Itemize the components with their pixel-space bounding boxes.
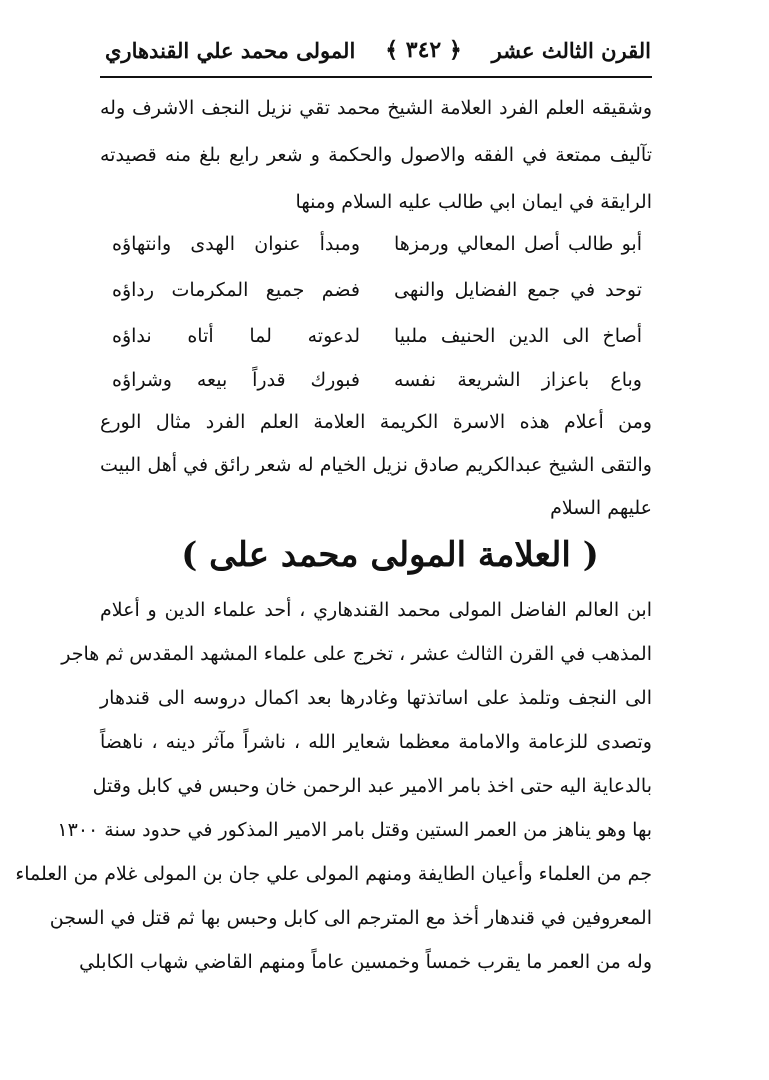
section-title: ( العلامة المولى محمد على )	[181, 535, 599, 575]
running-header	[105, 28, 651, 72]
poem-verse	[112, 224, 642, 264]
paragraph-line: الى النجف وتلمذ على اساتذتها وغادرها بعد اكمال دروسه الى قندهار	[100, 687, 652, 709]
paragraph-line: والتقى الشيخ عبدالكريم صادق نزيل الخيام له شعر رائق في أهل البيت	[100, 454, 652, 476]
header-century-title: القرن الثالث عشر	[491, 37, 651, 63]
paragraph-line: بالدعاية اليه حتى اخذ بامر الامير عبد الرحمن خان وحبس في كابل وقتل	[92, 775, 652, 797]
header-biography-title: المولى محمد علي القندهاري	[105, 37, 356, 63]
page-number: ﴿ ٣٤٢ ﴾	[385, 37, 462, 63]
paragraph-line: عليهم السلام	[550, 497, 652, 519]
paragraph-line: وتصدى للزعامة والامامة معظما شعاير الله ، ناشراً مآثر دينه ، ناهضاً	[100, 731, 652, 753]
paragraph-line: وشقيقه العلم الفرد العلامة الشيخ محمد تقي نزيل النجف الاشرف وله	[100, 97, 652, 119]
header-rule	[100, 76, 652, 78]
verse-second-hemistich: ومبدأ عنوان الهدى وانتهاؤه	[112, 233, 360, 255]
paragraph-line: تآليف ممتعة في الفقه والاصول والحكمة و شعر رايع بلغ منه قصيدته	[100, 144, 652, 166]
paragraph-line: جم من العلماء وأعيان الطايفة ومنهم المولى علي جان بن المولى غلام من العلماء	[15, 863, 652, 885]
poem-verse	[112, 316, 642, 356]
verse-first-hemistich: وباع باعزاز الشريعة نفسه	[394, 369, 642, 391]
paragraph-line: المذهب في القرن الثالث عشر ، تخرج على علماء المشهد المقدس ثم هاجر	[61, 643, 652, 665]
paragraph-line: المعروفين في قندهار أخذ مع المترجم الى كابل وحبس بها ثم قتل في السجن	[49, 907, 652, 929]
verse-first-hemistich: أبو طالب أصل المعالي ورمزها	[394, 233, 642, 255]
paragraph-line: ابن العالم الفاضل المولى محمد القندهاري ، أحد علماء الدين و أعلام	[100, 599, 652, 621]
paragraph-line: الرايقة في ايمان ابي طالب عليه السلام ومنها	[295, 191, 652, 213]
verse-second-hemistich: لدعوته لما أتاه نداؤه	[112, 325, 360, 347]
poem-verse	[112, 270, 642, 310]
paragraph-line: ومن أعلام هذه الاسرة الكريمة العلامة العلم الفرد مثال الورع	[100, 411, 652, 433]
verse-first-hemistich: أصاخ الى الدين الحنيف ملبيا	[394, 325, 642, 347]
verse-first-hemistich: توحد في جمع الفضايل والنهى	[394, 279, 642, 301]
verse-second-hemistich: فبورك قدراً بيعه وشراؤه	[112, 369, 360, 391]
paragraph-line: بها وهو يناهز من العمر الستين وقتل بامر الامير المذكور في حدود سنة ١٣٠٠	[57, 819, 652, 841]
verse-second-hemistich: فضم جميع المكرمات رداؤه	[112, 279, 360, 301]
paragraph-line: وله من العمر ما يقرب خمساً وخمسين عاماً ومنهم القاضي شهاب الكابلي	[79, 951, 652, 973]
poem-verse	[112, 360, 642, 400]
